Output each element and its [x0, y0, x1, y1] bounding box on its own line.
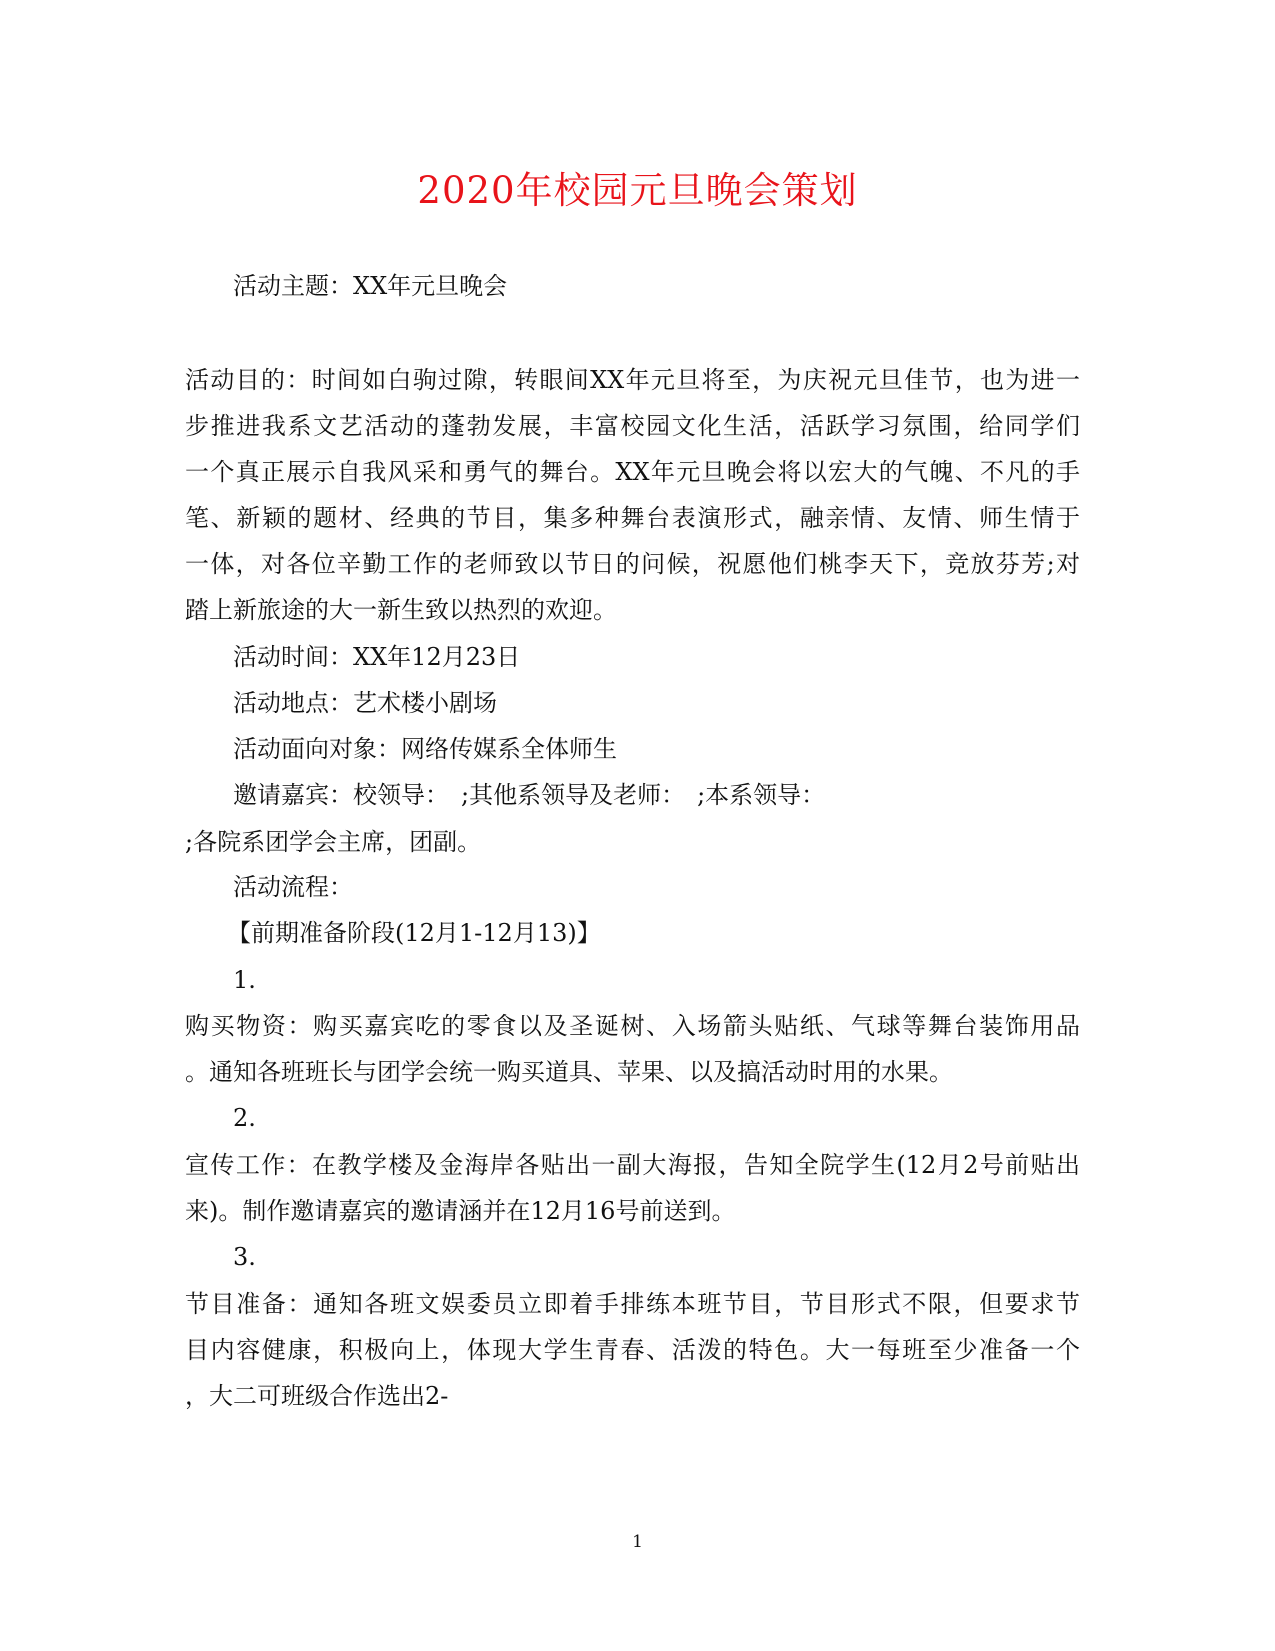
- item-number-1: 1.: [233, 966, 256, 994]
- time-line: 活动时间：XX年12月23日: [233, 643, 521, 671]
- guests-line-2: ;各院系团学会主席，团副。: [185, 828, 482, 856]
- guests-line-1: 邀请嘉宾：校领导： ;其他系领导及老师： ;本系领导：: [233, 781, 826, 809]
- process-heading: 活动流程：: [233, 873, 353, 901]
- purpose-line-2: 步推进我系文艺活动的蓬勃发展，丰富校园文化生活，活跃学习氛围，给同学们: [185, 412, 1080, 440]
- location-line: 活动地点：艺术楼小剧场: [233, 689, 497, 717]
- item-1-line-2: 。通知各班班长与团学会统一购买道具、苹果、以及搞活动时用的水果。: [185, 1058, 953, 1086]
- purpose-line-5: 一体，对各位辛勤工作的老师致以节日的问候，祝愿他们桃李天下，竞放芬芳;对: [185, 550, 1080, 578]
- purpose-line-4: 笔、新颖的题材、经典的节目，集多种舞台表演形式，融亲情、友情、师生情于: [185, 504, 1080, 532]
- theme-line: 活动主题：XX年元旦晚会: [233, 272, 508, 300]
- item-number-3: 3.: [233, 1243, 256, 1271]
- item-number-2: 2.: [233, 1104, 256, 1132]
- purpose-line-1: 活动目的：时间如白驹过隙，转眼间XX年元旦将至，为庆祝元旦佳节，也为进一: [185, 366, 1080, 394]
- audience-line: 活动面向对象：网络传媒系全体师生: [233, 735, 617, 763]
- page-number: 1: [632, 1532, 643, 1552]
- purpose-line-6: 踏上新旅途的大一新生致以热烈的欢迎。: [185, 596, 617, 624]
- item-2-line-2: 来)。制作邀请嘉宾的邀请涵并在12月16号前送到。: [185, 1197, 736, 1225]
- item-2-line-1: 宣传工作：在教学楼及金海岸各贴出一副大海报，告知全院学生(12月2号前贴出: [185, 1151, 1080, 1179]
- item-1-line-1: 购买物资：购买嘉宾吃的零食以及圣诞树、入场箭头贴纸、气球等舞台装饰用品: [185, 1012, 1080, 1040]
- item-3-line-1: 节目准备：通知各班文娱委员立即着手排练本班节目，节目形式不限，但要求节: [185, 1290, 1080, 1318]
- phase-heading: 【前期准备阶段(12月1-12月13)】: [227, 919, 601, 947]
- document-title: 2020年校园元旦晚会策划: [417, 169, 858, 212]
- item-3-line-2: 目内容健康，积极向上，体现大学生青春、活泼的特色。大一每班至少准备一个: [185, 1336, 1080, 1364]
- purpose-line-3: 一个真正展示自我风采和勇气的舞台。XX年元旦晚会将以宏大的气魄、不凡的手: [185, 458, 1080, 486]
- item-3-line-3: ，大二可班级合作选出2-: [185, 1382, 449, 1410]
